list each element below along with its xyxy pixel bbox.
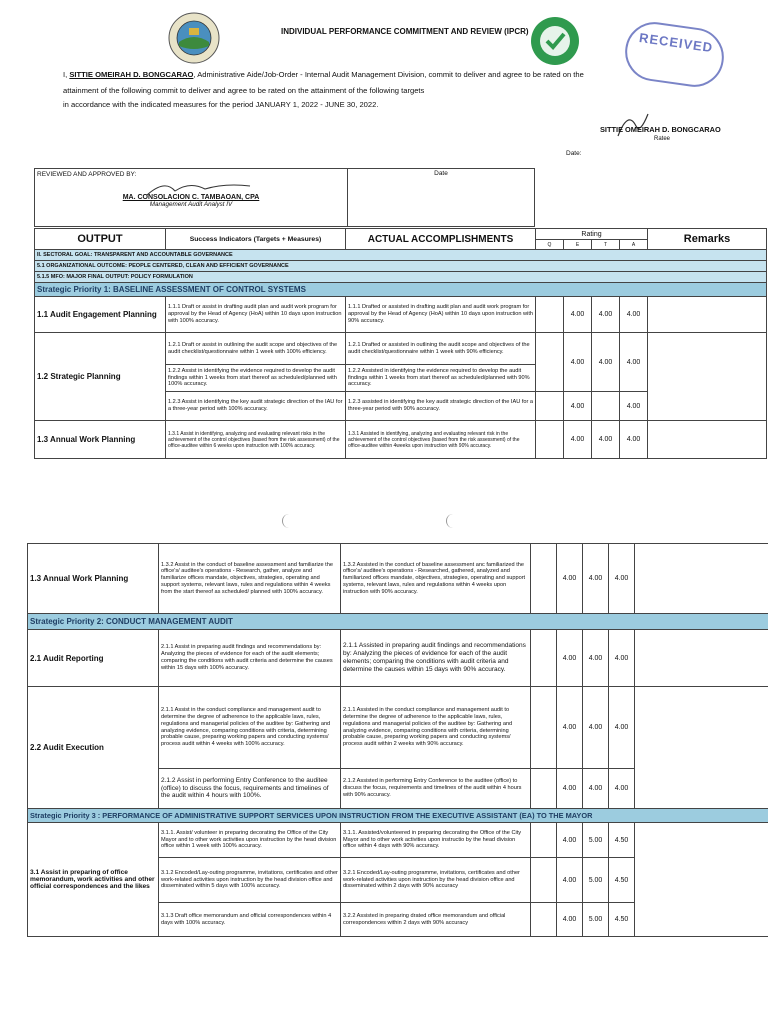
remarks-cell xyxy=(635,687,768,809)
stamp-label: RECEIVED xyxy=(638,30,715,56)
rating-t xyxy=(592,392,620,421)
employee-name: SITTIE OMEIRAH D. BONGCARAO xyxy=(69,70,194,79)
city-seal-logo xyxy=(168,12,220,64)
rating-a: 4.00 xyxy=(620,333,648,392)
rating-q xyxy=(531,630,557,687)
rating-q xyxy=(531,903,557,937)
t-header: T xyxy=(592,240,620,250)
remarks-cell xyxy=(648,421,767,459)
output-cell: 3.1 Assist in preparing of office memorandum, work activities and other official correspondences and the likes xyxy=(28,823,159,937)
output-cell: 1.2 Strategic Planning xyxy=(35,333,166,421)
ratee-date-label: Date: xyxy=(566,150,582,157)
ipcr-table-page2 xyxy=(27,543,768,937)
remarks-header: Remarks xyxy=(648,229,767,250)
rating-t: 5.00 xyxy=(583,858,609,903)
rating-e: 4.00 xyxy=(564,392,592,421)
table-row xyxy=(28,544,768,614)
approval-date-label: Date xyxy=(434,170,448,177)
rating-a: 4.00 xyxy=(620,392,648,421)
document-title: INDIVIDUAL PERFORMANCE COMMITMENT AND REVIEW (IPCR) xyxy=(281,27,529,36)
indicator-cell: 2.1.1 Assist in the conduct compliance and management audit to determine the degree of adherence to the applicable laws, rules, regulations and managerial policies of the auditee by: Gathering and analyzing evidence, comparing conditions with criteria, determining probable cause, preparing working papers and conducting systems/ process audit within 4 weeks with 100% accuracy. xyxy=(159,687,341,769)
e-header: E xyxy=(564,240,592,250)
accomplishment-cell: 1.3.2 Assisted in the conduct of baseline assessment anc familiarized the office's/ auditee's operations - Researched, gathered, analyzed and familiarized offices mandate, objectives, strategies, operating and support systems, relevant laws, rules and regulations within 4 weeks upon instruction with 90% accuracy. xyxy=(341,544,531,614)
accomplishment-cell: 3.1.1. Assisted/volunteered in preparing decorating the Office of the City Mayor and to other work activities upon instructio by the head division office within 4 days with 90% accuracy. xyxy=(341,823,531,858)
approver-name: MA. CONSOLACION C. TAMBAOAN, CPA xyxy=(122,194,260,201)
table-row xyxy=(28,687,768,769)
accomplishment-cell: 3.2.1 Encoded/Lay-outing programme, invitations, certificates and other work-related activities upon instruction by the head division office and disseminated within 2 days with 90% accuracy xyxy=(341,858,531,903)
rating-a: 4.00 xyxy=(609,544,635,614)
rating-header: Rating xyxy=(536,229,648,240)
rating-e: 4.00 xyxy=(564,333,592,392)
strategic-priority-1-band: Strategic Priority 1: BASELINE ASSESSMENT OF CONTROL SYSTEMS xyxy=(35,283,767,297)
remarks-cell xyxy=(648,333,767,421)
rating-a: 4.00 xyxy=(609,687,635,769)
rating-q xyxy=(531,858,557,903)
sectoral-goal-band: II. SECTORAL GOAL: TRANSPARENT AND ACCOUNTABLE GOVERNANCE xyxy=(35,250,767,261)
accomplishment-cell: 1.2.2 Assisted in identifying the evidence required to develop the audit findings within 1 weeks from start thereof as scheduled/planned with 90% accuracy. xyxy=(346,365,536,392)
rating-a: 4.00 xyxy=(620,421,648,459)
rating-q xyxy=(531,687,557,769)
output-cell: 1.3 Annual Work Planning xyxy=(35,421,166,459)
output-header: OUTPUT xyxy=(35,229,166,250)
rating-t: 5.00 xyxy=(583,823,609,858)
accomplishment-cell: 2.1.1 Assisted in preparing audit findings and recommendations by: Analyzing the pieces of evidence for each of the audit elements; comparing the conditions with audit criteria and determine the causes within 15 days with 90% accuracy. xyxy=(341,630,531,687)
rating-t: 4.00 xyxy=(592,333,620,392)
remarks-cell xyxy=(635,630,768,687)
indicator-cell: 1.2.1 Draft or assist in outlining the audit scope and objectives of the audit checklist/questionnaire within 1 week with 100% efficiency. xyxy=(166,333,346,365)
table-row xyxy=(28,630,768,687)
received-stamp xyxy=(621,18,727,90)
remarks-cell xyxy=(635,544,768,614)
output-cell: 1.1 Audit Engagement Planning xyxy=(35,297,166,333)
rating-q xyxy=(531,823,557,858)
rating-t: 4.00 xyxy=(583,630,609,687)
accomplishment-cell: 1.2.3 assisted in identifying the key audit strategic direction of the IAU for a three-year period with 90% accuracy. xyxy=(346,392,536,421)
rating-q xyxy=(536,333,564,392)
strategic-priority-2-band: Strategic Priority 2: CONDUCT MANAGEMENT AUDIT xyxy=(28,614,768,630)
output-cell: 2.1 Audit Reporting xyxy=(28,630,159,687)
rating-e: 4.00 xyxy=(557,687,583,769)
rating-q xyxy=(531,544,557,614)
accomplishments-header: ACTUAL ACCOMPLISHMENTS xyxy=(346,229,536,250)
rating-a: 4.50 xyxy=(609,903,635,937)
intro-line-2: attainment of the following commit to deliver and agree to be rated on the attainment of the following targets xyxy=(63,86,425,95)
indicator-cell: 3.1.1. Assist/ volunteer in preparing decorating the Office of the City Mayor and to other work activities upon instruction by the head division office within 1 week with 100% accuracy. xyxy=(159,823,341,858)
q-header: Q xyxy=(536,240,564,250)
rating-e: 4.00 xyxy=(557,769,583,809)
accomplishment-cell: 1.1.1 Drafted or assisted in drafting audit plan and audit work program for approval by the Head of Agency (HoA) within 10 days upon instruction with 90% accuracy. xyxy=(346,297,536,333)
rating-q xyxy=(531,769,557,809)
remarks-cell xyxy=(648,297,767,333)
rating-t: 4.00 xyxy=(583,544,609,614)
indicator-cell: 1.2.2 Assist in identifying the evidence required to develop the audit findings within 1 weeks from start thereof as scheduled/planned with 100% accuracy. xyxy=(166,365,346,392)
ipcr-table-page1 xyxy=(34,228,767,459)
rating-a: 4.00 xyxy=(620,297,648,333)
indicator-cell: 1.1.1 Draft or assist in drafting audit plan and audit work program for approval by the Head of Agency (HoA) within 10 days upon instruction with 100% accuracy. xyxy=(166,297,346,333)
reviewed-label: REVIEWED AND APPROVED BY: xyxy=(37,171,137,178)
page-mark-right xyxy=(446,514,455,528)
rating-e: 4.00 xyxy=(564,421,592,459)
accomplishment-cell: 1.2.1 Drafted or assisted in outlining the audit scope and objectives of the audit checklist/questionnaire within 1 week with 90% efficiency. xyxy=(346,333,536,365)
ratee-name: SITTIE OMEIRAH D. BONGCARAO xyxy=(600,125,721,134)
rating-t: 4.00 xyxy=(583,769,609,809)
table-row xyxy=(35,421,767,459)
rating-t: 4.00 xyxy=(592,297,620,333)
indicator-cell: 2.1.1 Assist in preparing audit findings and recommendations by: Analyzing the pieces of evidence for each of the audit elements; comparing the conditions with audit criteria and determine the causes within 15 days with 100% accuracy. xyxy=(159,630,341,687)
rating-a: 4.50 xyxy=(609,823,635,858)
intro-rest: , Administrative Aide/Job-Order - Internal Audit Management Division, commit to deliver and agree to be rated on the xyxy=(193,70,584,79)
rating-t: 5.00 xyxy=(583,903,609,937)
table-row xyxy=(35,333,767,365)
approver-title: Management Audit Analyst IV xyxy=(149,201,233,208)
ratee-label: Ratee xyxy=(654,136,671,142)
accomplishment-cell: 1.3.1 Assisted in identifying, analyzing and evaluating relevant risk in the achievement of the control objectives (based from the risk assessment) of the office-auditee within 4weeks upon instruction with 90% accuracy. xyxy=(346,421,536,459)
rating-a: 4.00 xyxy=(609,769,635,809)
remarks-cell xyxy=(635,823,768,937)
mfo-band: 5.1.5 MFO: MAJOR FINAL OUTPUT: POLICY FORMULATION xyxy=(35,272,767,283)
accomplishment-cell: 3.2.2 Assisted in preparing drated office memorandum and official correspondences within 2 days with 90% accuracy xyxy=(341,903,531,937)
approval-date-cell xyxy=(348,169,535,227)
rating-a: 4.50 xyxy=(609,858,635,903)
indicator-cell: 3.1.3 Draft office memorandum and official correspondences within 4 days with 100% accuracy. xyxy=(159,903,341,937)
strategic-priority-3-band: Strategic Priority 3 : PERFORMANCE OF ADMINISTRATIVE SUPPORT SERVICES UPON INSTRUCTION FROM THE EXECUTIVE ASSISTANT (EA) TO THE MAYOR xyxy=(28,809,768,823)
output-cell: 1.3 Annual Work Planning xyxy=(28,544,159,614)
intro-prefix: I, xyxy=(63,70,68,79)
intro-line-3: in accordance with the indicated measures for the period JANUARY 1, 2022 - JUNE 30, 2022. xyxy=(63,100,379,109)
rating-e: 4.00 xyxy=(557,544,583,614)
rating-q xyxy=(536,392,564,421)
green-check-logo xyxy=(530,16,580,66)
indicator-cell: 1.3.2 Assist in the conduct of baseline assessment and familiarize the office's/ auditee's operations - Research, gather, analyze and familiarize offices mandate, objectives, strategies, operating and support systems, relevant laws, rules and regulations within 4 weeks from the start thereof as scheduled/ planned with 100% accuracy. xyxy=(159,544,341,614)
output-cell: 2.2 Audit Execution xyxy=(28,687,159,809)
indicator-cell: 2.1.2 Assist in performing Entry Conference to the auditee (office) to discuss the focus, requirements and timelines of the audit within 4 hours with 100%. xyxy=(159,769,341,809)
approval-cell xyxy=(35,169,348,227)
approver-signature xyxy=(145,177,255,204)
rating-a: 4.00 xyxy=(609,630,635,687)
accomplishment-cell: 2.1.1 Assisted in the conduct compliance and management audit to determine the degree of adherence to the applicable laws, rules, regulations and managerial policies of the auditee by: Gathering and analyzing evidence, comparing conditions with criteria, determining probable cause, preparing working papers and conducting systems/ process audit within 2 weeks with 90% accuracy. xyxy=(341,687,531,769)
rating-e: 4.00 xyxy=(564,297,592,333)
rating-e: 4.00 xyxy=(557,630,583,687)
indicator-cell: 1.2.3 Assist in identifying the key audit strategic direction of the IAU for a three-year period with 100% accuracy. xyxy=(166,392,346,421)
organizational-outcome-band: 5.1 ORGANIZATIONAL OUTCOME: PEOPLE CENTERED, CLEAN AND EFFICIENT GOVERNANCE xyxy=(35,261,767,272)
table-row xyxy=(28,823,768,858)
rating-q xyxy=(536,421,564,459)
rating-t: 4.00 xyxy=(592,421,620,459)
a-header: A xyxy=(620,240,648,250)
rating-e: 4.00 xyxy=(557,858,583,903)
table-row xyxy=(35,297,767,333)
indicator-cell: 3.1.2 Encoded/Lay-outing programme, invitations, certificates and other work-related activities upon instruction by the head division office and disseminated within 5 days with 100% accuracy. xyxy=(159,858,341,903)
accomplishment-cell: 2.1.2 Assisted in performing Entry Conference to the auditee (office) to discuss the focus, requirements and timelines of the audit within 4 hours with 90% accuracy. xyxy=(341,769,531,809)
rating-e: 4.00 xyxy=(557,903,583,937)
rating-q xyxy=(536,297,564,333)
intro-line-1 xyxy=(63,70,584,79)
indicator-cell: 1.3.1 Assist in identifying, analyzing and evaluating relevant risks in the achievement of the control objectives (based from the risk assessment) of the office-auditee within 6 weeks upon instruction with 100% accuracy. xyxy=(166,421,346,459)
rating-t: 4.00 xyxy=(583,687,609,769)
page-mark-left xyxy=(282,514,291,528)
indicators-header: Success Indicators (Targets + Measures) xyxy=(166,229,346,250)
rating-e: 4.00 xyxy=(557,823,583,858)
approval-table xyxy=(34,168,535,227)
